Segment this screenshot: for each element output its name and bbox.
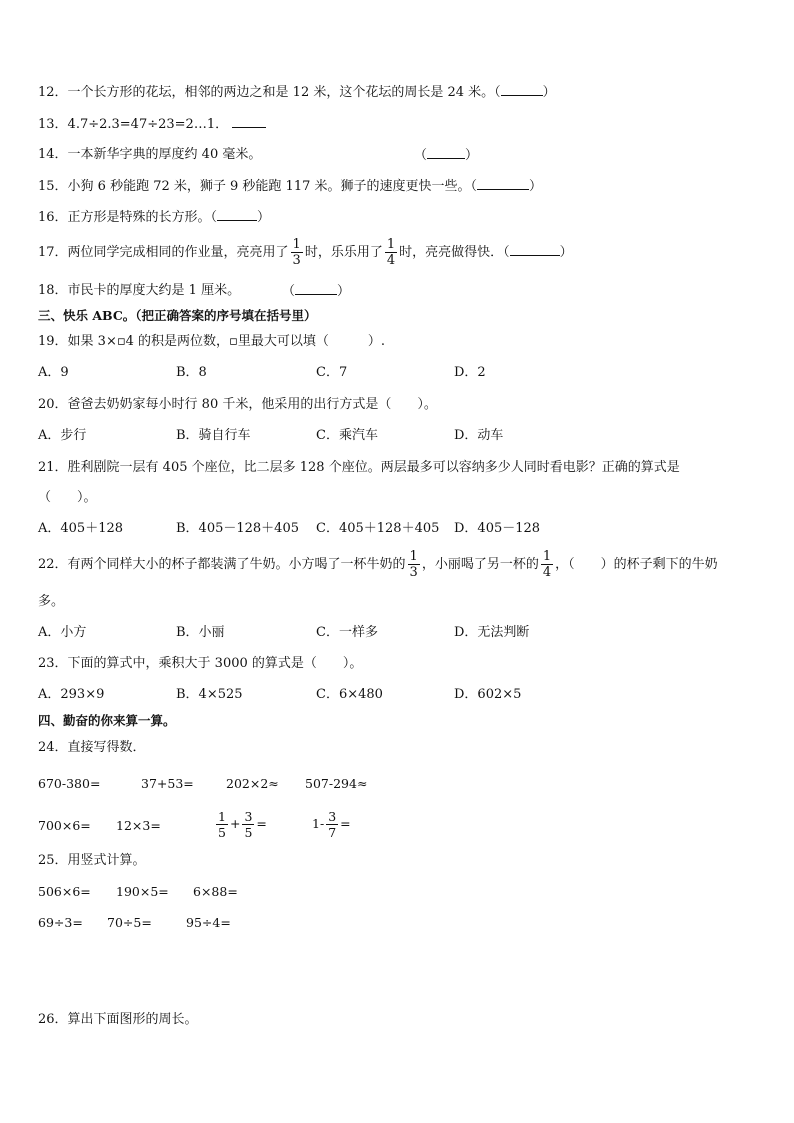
option-a[interactable]: A．小方	[38, 625, 87, 640]
option-a[interactable]: A．步行	[38, 428, 87, 443]
option-d[interactable]: D．动车	[454, 428, 504, 443]
question-14-answer: （ ）	[414, 148, 479, 163]
calc-fraction-diff: 1- $\frac{3}{7}$ =	[312, 809, 351, 840]
fraction: $\frac{1}{5}$	[218, 809, 226, 840]
question-23: 23．下面的算式中，乘积大于 3000 的算式是（ ）。	[38, 656, 363, 671]
question-text: 13．4.7÷2.3=47÷23=2…1．	[38, 117, 229, 132]
question-26: 26．算出下面图形的周长。	[38, 1012, 198, 1027]
answer-blank[interactable]	[427, 146, 465, 159]
answer-blank[interactable]	[510, 243, 560, 256]
calc-item: 6×88=	[193, 884, 238, 899]
question-text: 18．市民卡的厚度大约是 1 厘米。	[38, 283, 241, 298]
calc-item: 70÷5=	[107, 915, 152, 930]
option-c[interactable]: C．一样多	[316, 625, 378, 640]
option-b[interactable]: B．骑自行车	[176, 428, 251, 443]
option-a[interactable]: A．293×9	[38, 687, 105, 702]
option-b[interactable]: B．8	[176, 365, 207, 380]
fraction: $\frac{3}{5}$	[244, 809, 253, 840]
section-title: 四、勤奋的你来算一算。	[38, 713, 176, 728]
option-c[interactable]: C．6×480	[316, 687, 383, 702]
question-22: 22．有两个同样大小的杯子都装满了牛奶。小方喝了一杯牛奶的 $\frac{1}{3}$ ，小丽喝了另一杯的 $\frac{1}{4}$ ，（ ）的杯子剩下的牛奶	[38, 549, 718, 580]
question-24: 24．直接写得数．	[38, 740, 146, 755]
option-d[interactable]: D．602×5	[454, 687, 522, 702]
question-16: 16．正方形是特殊的长方形。（ ）	[38, 210, 271, 225]
calc-item: 700×6=	[38, 818, 91, 833]
question-20: 20．爸爸去奶奶家每小时行 80 千米，他采用的出行方式是（ ）。	[38, 397, 437, 412]
calc-item: 37+53=	[141, 776, 194, 791]
question-21-cont: （ ）。	[38, 490, 97, 505]
option-b[interactable]: B．4×525	[176, 687, 243, 702]
question-text: 16．正方形是特殊的长方形。（	[38, 210, 218, 225]
question-18-answer: （ ）	[282, 284, 351, 299]
option-b[interactable]: B．405－128＋405	[176, 521, 299, 536]
option-c[interactable]: C．7	[316, 365, 348, 380]
question-19: 19．如果 3×▫4 的积是两位数，▫里最大可以填（ ）.	[38, 334, 385, 349]
answer-blank[interactable]	[501, 83, 543, 96]
calc-item: 190×5=	[116, 884, 169, 899]
question-text: 15．小狗 6 秒能跑 72 米，狮子 9 秒能跑 117 米。狮子的速度更快一些。（	[38, 179, 477, 194]
question-22-cont: 多。	[38, 594, 65, 609]
fraction: $\frac{1}{4}$	[386, 237, 396, 268]
fraction: $\frac{3}{7}$	[328, 809, 337, 840]
option-a[interactable]: A．405＋128	[38, 521, 124, 536]
question-17: 17．两位同学完成相同的作业量，亮亮用了 $\frac{1}{3}$ 时，乐乐用了 $\frac{1}{4}$ 时，亮亮做得快．（ ）	[38, 237, 573, 268]
fraction: $\frac{1}{4}$	[542, 549, 552, 580]
question-21: 21．胜利剧院一层有 405 个座位，比二层多 128 个座位。两层最多可以容纳多少人同时看电影？正确的算式是	[38, 460, 680, 475]
calc-item: 95÷4=	[186, 915, 231, 930]
fraction: $\frac{1}{3}$	[409, 549, 418, 580]
question-12: 12．一个长方形的花坛，相邻的两边之和是 12 米，这个花坛的周长是 24 米。（ ）	[38, 85, 556, 100]
question-15: 15．小狗 6 秒能跑 72 米，狮子 9 秒能跑 117 米。狮子的速度更快一些。（ ）	[38, 179, 543, 194]
calc-item: 12×3=	[116, 818, 161, 833]
option-d[interactable]: D．无法判断	[454, 625, 530, 640]
option-c[interactable]: C．乘汽车	[316, 428, 378, 443]
fraction: $\frac{1}{3}$	[292, 237, 301, 268]
option-d[interactable]: D．2	[454, 365, 486, 380]
calc-item: 202×2≈	[226, 776, 279, 791]
calc-fraction-sum: $\frac{1}{5}$ + $\frac{3}{5}$ =	[218, 809, 267, 840]
option-d[interactable]: D．405－128	[454, 521, 541, 536]
section-title: 三、快乐 ABC。（把正确答案的序号填在括号里）	[38, 308, 317, 323]
calc-item: 670-380=	[38, 776, 101, 791]
calc-item: 506×6=	[38, 884, 91, 899]
question-14	[38, 146, 261, 164]
answer-blank[interactable]	[477, 177, 529, 190]
option-c[interactable]: C．405＋128＋405	[316, 521, 440, 536]
option-a[interactable]: A．9	[38, 365, 69, 380]
calc-item: 507-294≈	[305, 776, 368, 791]
answer-blank[interactable]	[217, 208, 257, 221]
question-13	[38, 115, 266, 134]
question-text: 14．一本新华字典的厚度约 40 毫米。	[38, 147, 262, 162]
question-25: 25．用竖式计算。	[38, 853, 146, 868]
question-text: 12．一个长方形的花坛，相邻的两边之和是 12 米，这个花坛的周长是 24 米。（	[38, 85, 501, 100]
answer-blank[interactable]	[295, 282, 337, 295]
option-b[interactable]: B．小丽	[176, 625, 225, 640]
calc-item: 69÷3=	[38, 915, 83, 930]
question-18	[38, 282, 240, 300]
answer-blank[interactable]	[232, 115, 266, 128]
